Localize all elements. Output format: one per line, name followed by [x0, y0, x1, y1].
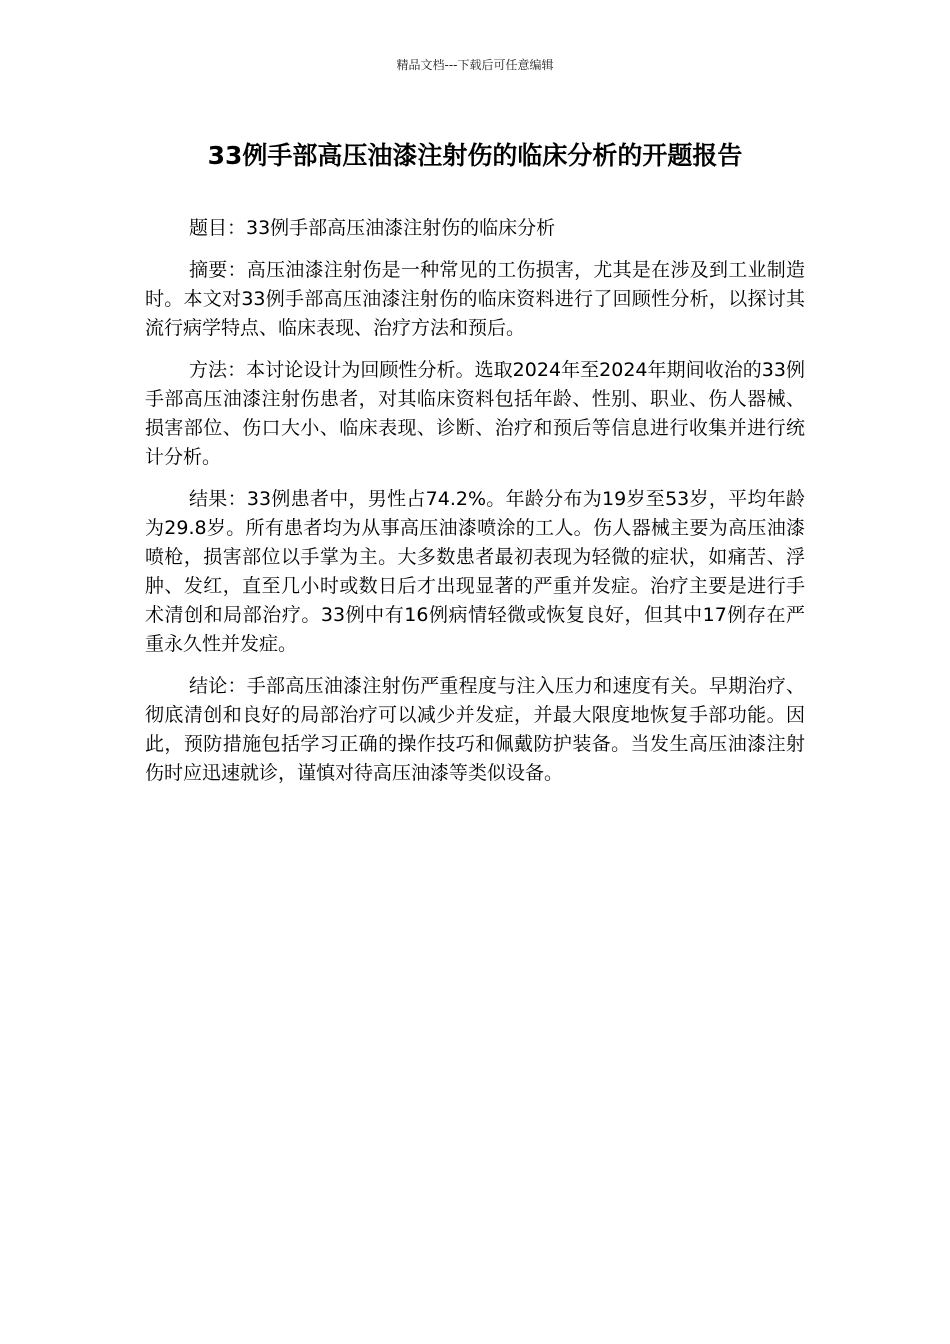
document-title: 33例手部高压油漆注射伤的临床分析的开题报告 [207, 141, 743, 170]
page-header: 精品文档---下载后可任意编辑 [396, 58, 554, 72]
paragraph-abstract: 摘要：高压油漆注射伤是一种常见的工伤损害，尤其是在涉及到工业制造时。本文对33例手部高压油漆注射伤的临床资料进行了回顾性分析，以探讨其流行病学特点、临床表现、治疗方法和预后。 [145, 259, 805, 339]
paragraph-topic: 题目：33例手部高压油漆注射伤的临床分析 [189, 217, 556, 239]
paragraph-results: 结果：33例患者中，男性占74.2%。年龄分布为19岁至53岁，平均年龄为29.8岁。所有患者均为从事高压油漆喷涂的工人。伤人器械主要为高压油漆喷枪，损害部位以手掌为主。大多数患者最初表现为轻微的症状，如痛苦、浮肿、发红，直至几小时或数日后才出现显著的严重并发症。治疗主要是进行手术清创和局部治疗。33例中有16例病情轻微或恢复良好，但其中17例存在严重永久性并发症。 [145, 488, 805, 655]
paragraph-methods: 方法：本讨论设计为回顾性分析。选取2024年至2024年期间收治的33例手部高压油漆注射伤患者，对其临床资料包括年龄、性别、职业、伤人器械、损害部位、伤口大小、临床表现、诊断、治疗和预后等信息进行收集并进行统计分析。 [145, 359, 805, 468]
paragraph-conclusion: 结论：手部高压油漆注射伤严重程度与注入压力和速度有关。早期治疗、彻底清创和良好的局部治疗可以减少并发症，并最大限度地恢复手部功能。因此，预防措施包括学习正确的操作技巧和佩戴防护装备。当发生高压油漆注射伤时应迅速就诊，谨慎对待高压油漆等类似设备。 [145, 675, 805, 784]
document-body [145, 214, 805, 801]
